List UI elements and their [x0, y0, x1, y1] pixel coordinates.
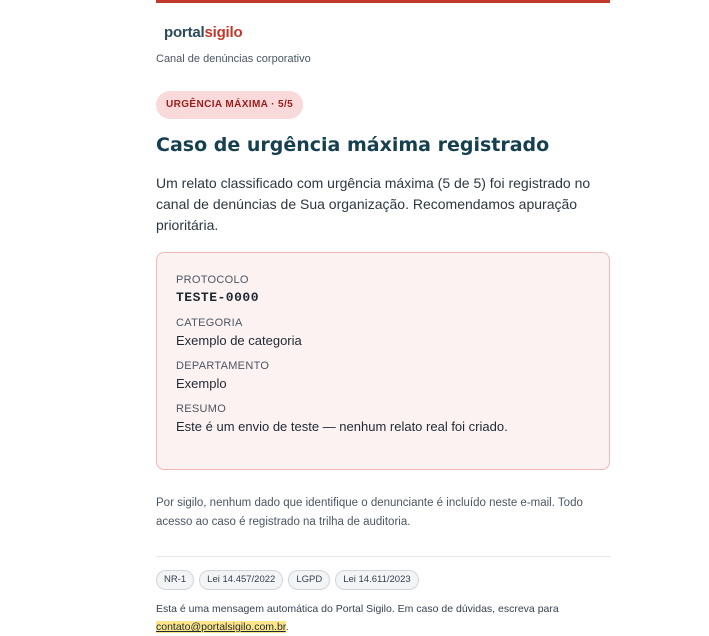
department-field [176, 359, 590, 393]
compliance-tags [156, 570, 610, 590]
compliance-tag: NR-1 [156, 570, 194, 590]
footer-message [156, 600, 610, 636]
protocol-field [176, 273, 590, 307]
footer-trailing: . [285, 621, 289, 633]
summary-field [176, 402, 590, 436]
brand-accent-bar [156, 0, 610, 3]
urgency-badge: URGÊNCIA MÁXIMA · 5/5 [156, 91, 303, 119]
brand-logo [164, 24, 610, 42]
department-value: Exemplo [176, 376, 227, 391]
compliance-tag: Lei 14.611/2023 [335, 570, 418, 590]
logo-part-sigilo: sigilo [204, 24, 243, 41]
email-title: Caso de urgência máxima registrado [156, 134, 550, 156]
case-details-card [156, 252, 610, 470]
category-label: CATEGORIA [176, 317, 243, 329]
summary-value: Este é um envio de teste — nenhum relato real foi criado. [176, 419, 508, 434]
logo-part-portal: portal [164, 24, 205, 41]
category-field [176, 316, 590, 350]
footer-text: Esta é uma mensagem automática do Portal Sigilo. Em caso de dúvidas, escreva para [156, 603, 559, 615]
category-value: Exemplo de categoria [176, 333, 302, 348]
compliance-tag: Lei 14.457/2022 [199, 570, 283, 590]
email-container [156, 0, 610, 636]
compliance-tag: LGPD [288, 570, 330, 590]
footer-divider [156, 556, 610, 557]
protocol-value: TESTE-0000 [176, 290, 260, 305]
department-label: DEPARTAMENTO [176, 360, 270, 372]
privacy-note: Por sigilo, nenhum dado que identifique o denunciante é incluído neste e-mail. Todo acesso ao caso é registrado na trilha de auditoria. [156, 497, 583, 528]
intro-paragraph: Um relato classificado com urgência máxima (5 de 5) foi registrado no canal de denúncias de Sua organização. Recomendamos apuração prioritária. [156, 175, 591, 233]
protocol-label: PROTOCOLO [176, 274, 249, 286]
contact-email-link[interactable]: contato@portalsigilo.com.br [156, 621, 286, 633]
brand-tagline: Canal de denúncias corporativo [156, 53, 311, 65]
summary-label: RESUMO [176, 403, 227, 415]
